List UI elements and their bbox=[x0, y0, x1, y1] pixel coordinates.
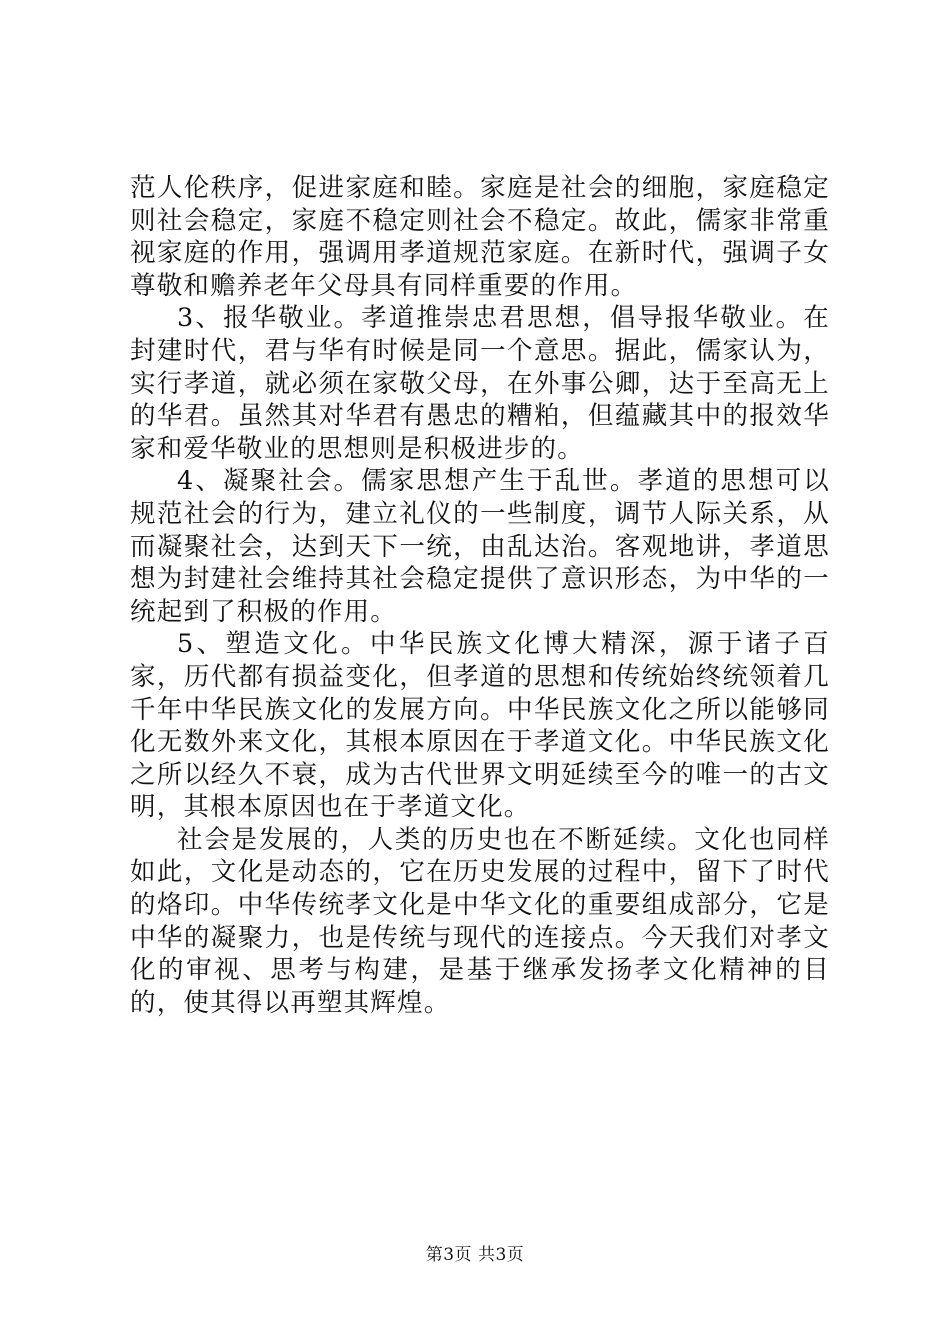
paragraph-item-4: 4、凝聚社会。儒家思想产生于乱世。孝道的思想可以规范社会的行为，建立礼仪的一些制度，调节人际关系，从而凝聚社会，达到天下一统，由乱达治。客观地讲，孝道思想为封建社会维持其社会稳定提供了意识形态，为中华的一统起到了积极的作用。 bbox=[130, 466, 830, 627]
paragraph-item-5: 5、塑造文化。中华民族文化博大精深，源于诸子百家，历代都有损益变化，但孝道的思想和传统始终统领着几千年中华民族文化的发展方向。中华民族文化之所以能够同化无数外来文化，其根本原因在于孝道文化。中华民族文化之所以经久不衰，成为古代世界文明延续至今的唯一的古文明，其根本原因也在于孝道文化。 bbox=[130, 629, 830, 823]
paragraph-item-3: 3、报华敬业。孝道推崇忠君思想，倡导报华敬业。在封建时代，君与华有时候是同一个意思。据此，儒家认为，实行孝道，就必须在家敬父母，在外事公卿，达于至高无上的华君。虽然其对华君有愚忠的糟粕，但蕴藏其中的报效华家和爱华敬业的思想则是积极进步的。 bbox=[130, 303, 830, 464]
document-body bbox=[130, 172, 830, 1019]
paragraph-continuation: 范人伦秩序，促进家庭和睦。家庭是社会的细胞，家庭稳定则社会稳定，家庭不稳定则社会不稳定。故此，儒家非常重视家庭的作用，强调用孝道规范家庭。在新时代，强调子女尊敬和赡养老年父母具有同样重要的作用。 bbox=[130, 173, 830, 301]
paragraph-conclusion: 社会是发展的，人类的历史也在不断延续。文化也同样如此，文化是动态的，它在历史发展的过程中，留下了时代的烙印。中华传统孝文化是中华文化的重要组成部分，它是中华的凝聚力，也是传统与现代的连接点。今天我们对孝文化的审视、思考与构建，是基于继承发扬孝文化精神的目的，使其得以再塑其辉煌。 bbox=[130, 824, 830, 1018]
page-number-footer: 第3页 共3页 bbox=[425, 1245, 525, 1265]
